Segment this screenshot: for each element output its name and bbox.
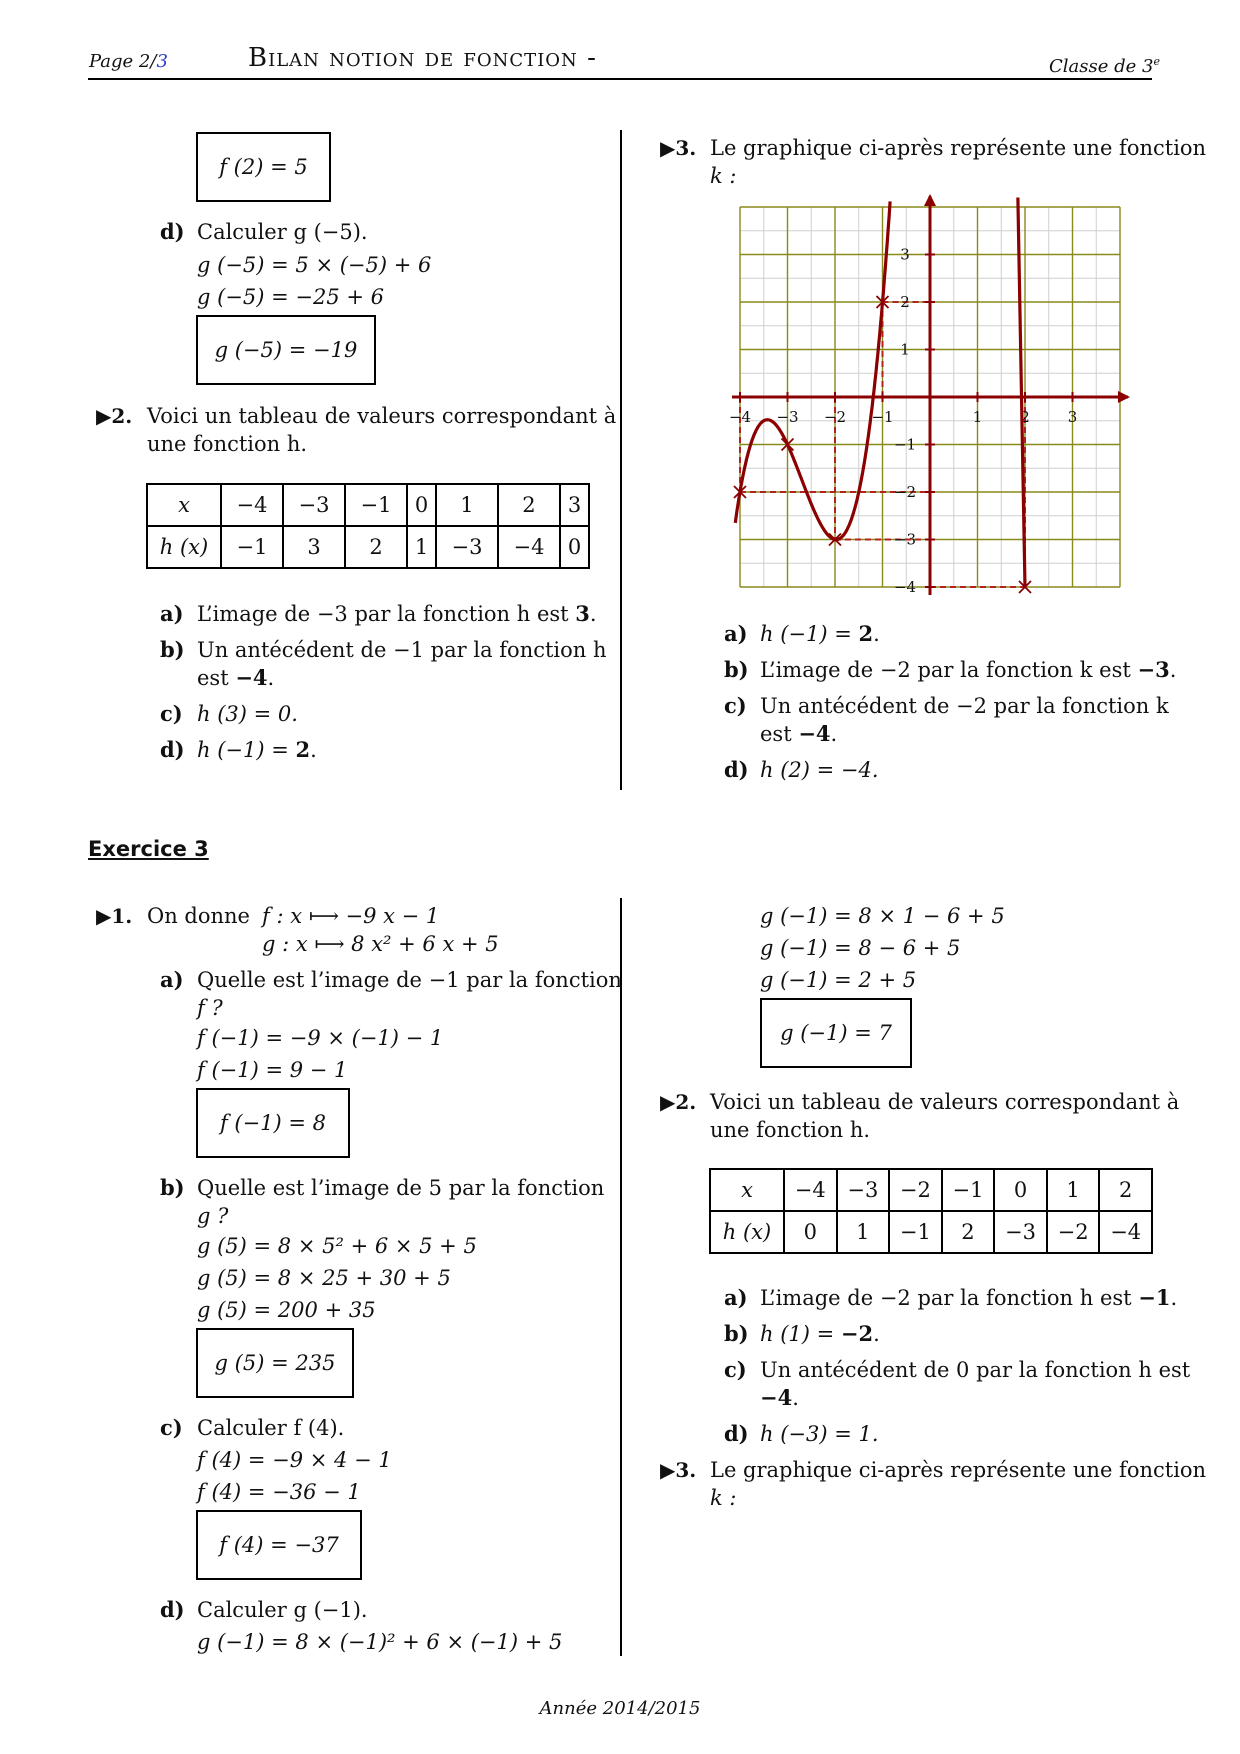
answer-box-f2: f (2) = 5 <box>196 132 331 202</box>
footer-year: Année 2014/2015 <box>539 1698 701 1719</box>
calc-step: g (5) = 200 + 35 <box>197 1298 376 1322</box>
calc-step: g (−1) = 8 − 6 + 5 <box>760 936 961 960</box>
column-divider-bottom <box>620 898 622 1656</box>
calc-step: g (−1) = 2 + 5 <box>760 968 917 992</box>
item-label-d: d) <box>160 737 185 762</box>
answer-box-f-1: f (−1) = 8 <box>196 1088 350 1158</box>
question-text: Voici un tableau de valeurs correspondant à <box>147 404 617 428</box>
answer-c: h (3) = 0. <box>197 702 298 726</box>
item-label-a: a) <box>724 1285 748 1310</box>
x-tick-label: 1 <box>972 408 983 426</box>
table-row: h (x) 0 1 −1 2 −3 −2 −4 <box>710 1211 1152 1253</box>
calc-step: g (−1) = 8 × (−1)² + 6 × (−1) + 5 <box>197 1630 563 1654</box>
y-tick-label: 2 <box>900 293 910 311</box>
values-table-h-2 <box>709 1168 1153 1254</box>
item-label-b: b) <box>724 657 749 682</box>
item-text-a-cont: f ? <box>197 996 223 1020</box>
item-label-a: a) <box>160 967 184 992</box>
function-g-def: g : x ⟼ 8 x² + 6 x + 5 <box>262 932 499 956</box>
page-label: Page 2/ <box>89 51 157 72</box>
question-text: k : <box>710 1486 737 1510</box>
calc-step: f (−1) = 9 − 1 <box>197 1058 348 1082</box>
class-label: Classe de 3e <box>1049 55 1160 77</box>
answer-b-cont: est −4. <box>197 665 275 690</box>
answer-d: h (2) = −4. <box>760 758 879 782</box>
y-tick-label: 3 <box>900 245 910 264</box>
question-label-2: ▶2. <box>96 404 133 428</box>
item-text-a: Quelle est l’image de −1 par la fonction <box>197 968 622 992</box>
values-table-h <box>146 483 590 569</box>
x-tick-label: −3 <box>776 408 799 426</box>
table-row: h (x) −1 3 2 1 −3 −4 0 <box>147 526 589 568</box>
question-label-3: ▶3. <box>660 136 697 160</box>
answer-a: L’image de −3 par la fonction h est 3. <box>197 601 597 626</box>
question-label-2: ▶2. <box>660 1090 697 1114</box>
y-tick-label: 1 <box>900 340 910 359</box>
answer-d: h (−3) = 1. <box>760 1422 879 1446</box>
answer-a: h (−1) = 2. <box>760 621 880 646</box>
answer-box-g5: g (5) = 235 <box>196 1328 354 1398</box>
item-label-d: d) <box>160 1597 185 1622</box>
function-graph-k <box>720 190 1140 610</box>
answer-box-g-5: g (−5) = −19 <box>196 315 376 385</box>
page-title: Bilan notion de fonction - <box>248 43 597 73</box>
x-axis-arrow <box>1118 391 1130 403</box>
answer-c: Un antécédent de 0 par la fonction h est <box>760 1358 1191 1382</box>
item-label-d: d) <box>724 757 749 782</box>
answer-c-cont: est −4. <box>760 721 838 746</box>
calc-step: g (5) = 8 × 5² + 6 × 5 + 5 <box>197 1234 477 1258</box>
answer-c-cont: −4. <box>760 1385 799 1410</box>
curve-k <box>735 201 890 539</box>
x-tick-label: −1 <box>871 408 894 426</box>
y-axis-arrow <box>924 194 936 206</box>
calc-step: g (−1) = 8 × 1 − 6 + 5 <box>760 904 1005 928</box>
answer-b: h (1) = −2. <box>760 1321 880 1346</box>
page-total-link[interactable]: 3 <box>156 51 168 72</box>
question-text: une fonction h. <box>147 432 308 456</box>
exercise-heading: Exercice 3 <box>88 837 209 861</box>
item-text-d: Calculer g (−5). <box>197 220 368 244</box>
item-label-a: a) <box>724 621 748 646</box>
answer-box-f4: f (4) = −37 <box>196 1510 362 1580</box>
page-number <box>89 48 168 76</box>
calc-step: f (4) = −9 × 4 − 1 <box>197 1448 392 1472</box>
calc-step: g (−5) = −25 + 6 <box>197 285 385 309</box>
answer-a: L’image de −2 par la fonction h est −1. <box>760 1285 1178 1310</box>
question-label-1: ▶1. <box>96 904 133 928</box>
item-label-c: c) <box>160 1415 183 1440</box>
answer-b: L’image de −2 par la fonction k est −3. <box>760 657 1177 682</box>
calc-step: f (−1) = −9 × (−1) − 1 <box>197 1026 444 1050</box>
calc-step: g (5) = 8 × 25 + 30 + 5 <box>197 1266 451 1290</box>
item-text-c: Calculer f (4). <box>197 1416 345 1440</box>
item-label-c: c) <box>724 1357 747 1382</box>
answer-d: h (−1) = 2. <box>197 737 317 762</box>
x-tick-label: −2 <box>823 408 847 426</box>
x-tick-label: 2 <box>1020 408 1030 426</box>
question-text: Le graphique ci-après représente une fonction <box>710 1458 1207 1482</box>
item-text-b: Quelle est l’image de 5 par la fonction <box>197 1176 605 1200</box>
question-text: une fonction h. <box>710 1118 871 1142</box>
curve-k-right-branch <box>1018 198 1025 588</box>
question-text: Voici un tableau de valeurs correspondant à <box>710 1090 1180 1114</box>
answer-box-g-1: g (−1) = 7 <box>760 998 912 1068</box>
item-label-b: b) <box>160 637 185 662</box>
calc-step: g (−5) = 5 × (−5) + 6 <box>197 253 432 277</box>
item-text-d: Calculer g (−1). <box>197 1598 368 1622</box>
x-tick-label: 3 <box>1067 408 1078 426</box>
answer-c: Un antécédent de −2 par la fonction k <box>760 694 1169 718</box>
item-text-b-cont: g ? <box>197 1204 229 1228</box>
item-label-b: b) <box>160 1175 185 1200</box>
y-tick-label: −3 <box>893 530 917 549</box>
calc-step: f (4) = −36 − 1 <box>197 1480 361 1504</box>
item-label-c: c) <box>724 693 747 718</box>
answer-b: Un antécédent de −1 par la fonction h <box>197 638 607 662</box>
header-rule <box>88 78 1152 80</box>
item-label-c: c) <box>160 701 183 726</box>
item-label-a: a) <box>160 601 184 626</box>
table-row: x −4 −3 −1 0 1 2 3 <box>147 484 589 526</box>
question-intro: On donne <box>147 904 250 928</box>
function-f-def: f : x ⟼ −9 x − 1 <box>262 904 440 928</box>
item-label-d: d) <box>724 1421 749 1446</box>
x-tick-label: −4 <box>728 408 752 426</box>
y-tick-label: −2 <box>893 483 917 501</box>
item-label-d: d) <box>160 219 185 244</box>
question-text: k : <box>710 164 737 188</box>
y-tick-label: −1 <box>893 435 917 454</box>
question-text: Le graphique ci-après représente une fonction <box>710 136 1207 160</box>
y-tick-label: −4 <box>893 578 917 596</box>
table-row: x −4 −3 −2 −1 0 1 2 <box>710 1169 1152 1211</box>
item-label-b: b) <box>724 1321 749 1346</box>
question-label-3: ▶3. <box>660 1458 697 1482</box>
column-divider-top <box>620 130 622 790</box>
